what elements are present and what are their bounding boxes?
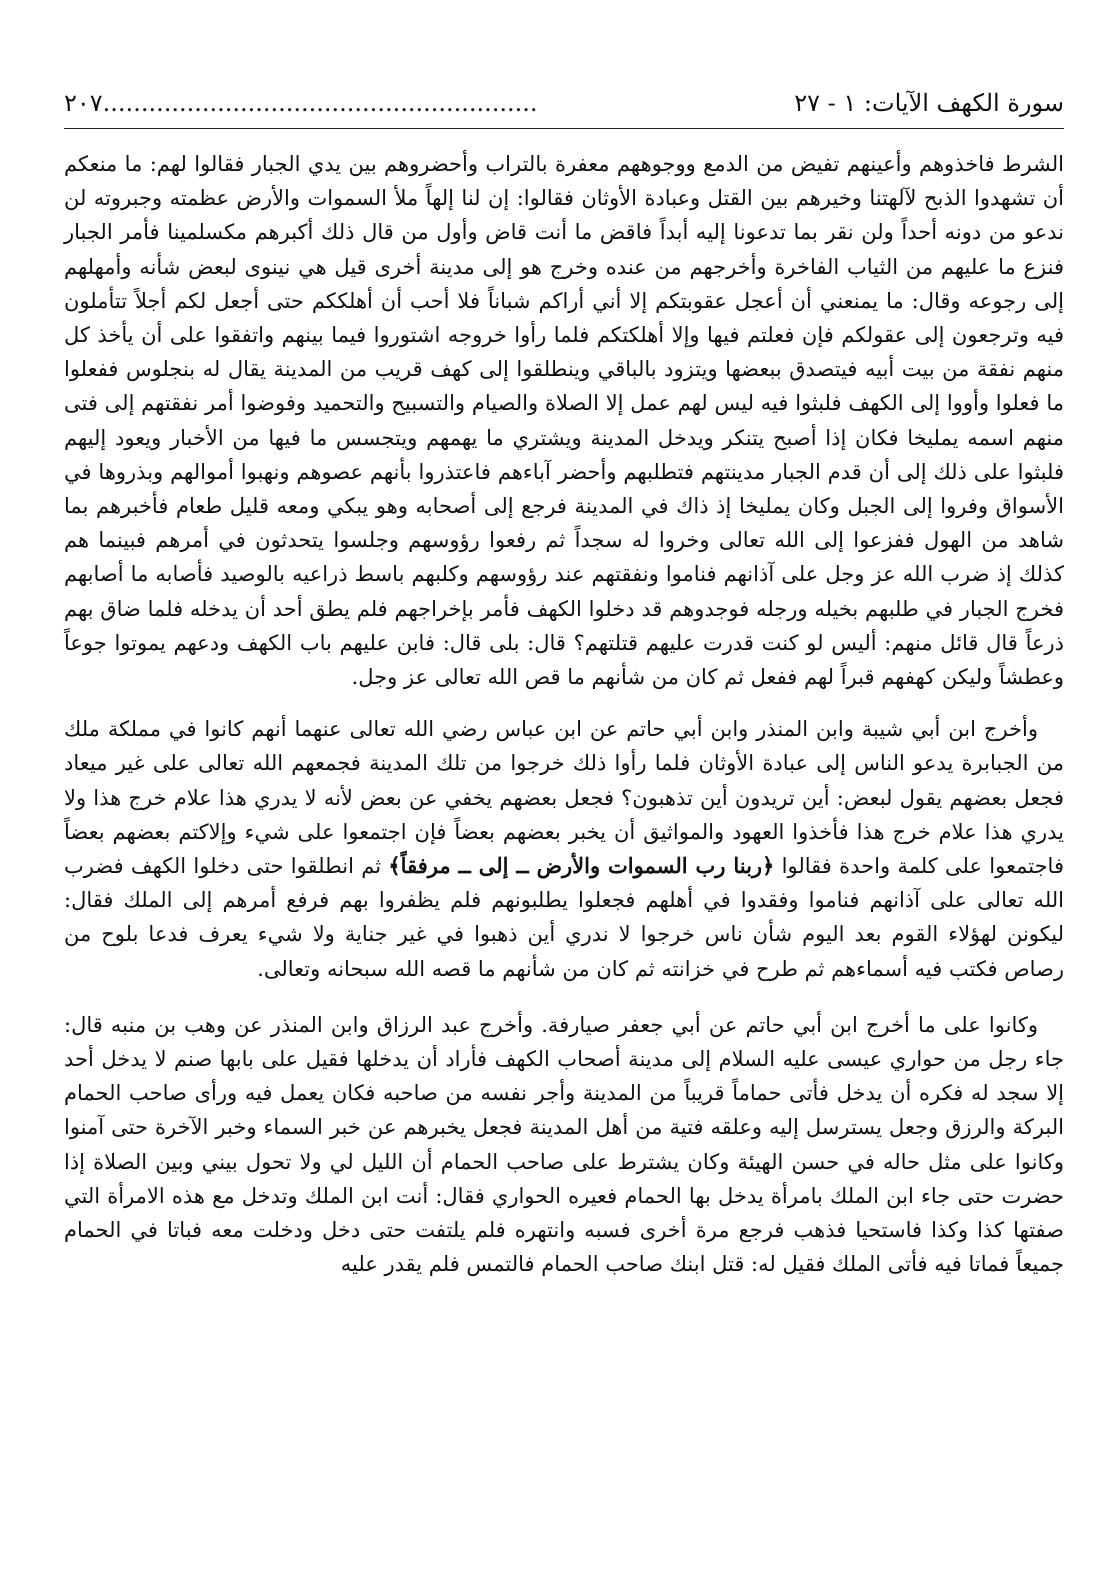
book-page [64, 86, 1064, 1282]
paragraph-3: وكانوا على ما أخرج ابن أبي حاتم عن أبي جعفر صيارفة. وأخرج عبد الرزاق وابن المنذر عن وهب بن منبه قال: جاء رجل من حواري عيسى عليه السلام إلى مدينة أصحاب الكهف فأراد أن يدخلها فقيل على بابها صنم لا يدخل أحد إلا سجد له فكره أن يدخل فأتى حماماً قريباً من المدينة وأجر نفسه من صاحبه فكان يعمل فيه ورأى صاحب الحمام البركة والرزق وجعل يسترسل إليه وعلقه فتية من أهل المدينة فجعل يخبرهم عن خبر السماء وخبر الآخرة حتى آمنوا وكانوا على مثل حاله في حسن الهيئة وكان يشترط على صاحب الحمام أن الليل لي ولا تحول بيني وبين الصلاة إذا حضرت حتى جاء ابن الملك بامرأة يدخل بها الحمام فعيره الحواري فقال: أنت ابن الملك وتدخل مع هذه الامرأة التي صفتها كذا وكذا فاستحيا فذهب فرجع مرة أخرى فسبه وانتهره فلم يلتفت حتى دخل ودخلت معه فباتا في الحمام جميعاً فماتا فيه فأتى الملك فقيل له: قتل ابنك صاحب الحمام فالتمس فلم يقدر عليه [64, 1012, 1064, 1277]
running-header [64, 86, 1064, 129]
paragraph-2-text-after: ثم انطلقوا حتى دخلوا الكهف فضرب الله تعالى على آذانهم فناموا وفقدوا في أهلهم فجعلوا يطلبونهم فلم يظفروا بهم فرفع أمرهم إلى الملك فقال: ليكونن لهؤلاء القوم بعد اليوم شأن ناس خرجوا لا ندري أين ذهبوا في غير جناية ولا شيء يعرف فدعا بلوح من رصاص فكتب فيه أسماءهم ثم طرح في خزانته ثم كان من شأنهم ما قصه الله سبحانه وتعالى. [64, 854, 1064, 981]
paragraph-2 [64, 712, 1064, 986]
quran-verse-citation: ﴿ربنا رب السموات والأرض ــ إلى ــ مرفقاً﴾ [388, 853, 775, 879]
chapter-title: سورة الكهف الآيات: ١ - ٢٧ [794, 89, 1064, 117]
paragraph-2-text-before: وأخرج ابن أبي شيبة وابن المنذر وابن أبي حاتم عن ابن عباس رضي الله تعالى عنهما أنهم كانوا في مملكة ملك من الجبابرة يدعو الناس إلى عبادة الأوثان فلما رأوا ذلك خرجوا من تلك المدينة فجمعهم الله تعالى على غير ميعاد فجعل بعضهم يقول لبعض: أين تريدون أين تذهبون؟ فجعل بعضهم يخفي عن بعض لأنه لا يدري هذا علام خرج هذا ولا يدري هذا علام خرج هذا فأخذوا العهود والمواثيق أن يخبر بعضهم بعضاً فإن اجتمعوا على شيء وإلاكتم بعضهم بعضاً فاجتمعوا على كلمة واحدة فقالوا [64, 717, 1065, 879]
paragraph-1: الشرط فاخذوهم وأعينهم تفيض من الدمع ووجوههم معفرة بالتراب وأحضروهم بين يدي الجبار فقالوا لهم: ما منعكم أن تشهدوا الذبح لآلهتنا وخيرهم بين القتل وعبادة الأوثان فقالوا: إن لنا إلهاً ملأ السموات والأرض عظمته وجبروته لن ندعو من دونه أحداً ولن نقر بما تدعونا إليه أبداً فاقض ما أنت قاض وأول من قال ذلك أكبرهم مكسلمينا فأمر الجبار فنزع ما عليهم من الثياب الفاخرة وأخرجهم من عنده وخرج هو إلى مدينة أخرى قيل هي نينوى لبعض شأنه وأمهلهم إلى رجوعه وقال: ما يمنعني أن أعجل عقوبتكم إلا أني أراكم شباناً فلا أحب أن أهلككم حتى أجعل لكم أجلاً تتأملون فيه وترجعون إلى عقولكم فإن فعلتم فيها وإلا أهلكتكم فلما رأوا خروجه اشتوروا فيما بينهم واتفقوا على أن يأخذ كل منهم نفقة من بيت أبيه فيتصدق ببعضها ويتزود بالباقي وينطلقوا إلى كهف قريب من المدينة يقال له بنجلوس ففعلوا ما فعلوا وأووا إلى الكهف فلبثوا فيه ليس لهم عمل إلا الصلاة والصيام والتسبيح والتحميد وفوضوا أمر نفقتهم إلى فتى منهم اسمه يمليخا فكان إذا أصبح يتنكر ويدخل المدينة ويشتري ما يهمهم ويتجسس ما فيها من الأخبار ويعود إليهم فلبثوا على ذلك إلى أن قدم الجبار مدينتهم فتطلبهم وأحضر آباءهم فاعتذروا بأنهم عصوهم ونهبوا أموالهم وبذروها في الأسواق وفروا إلى الجبل وكان يمليخا إذ ذاك في المدينة فرجع إلى أصحابه وهو يبكي ومعه قليل طعام فأخبرهم بما شاهد من الهول ففزعوا إلى الله تعالى وخروا له سجداً ثم رفعوا رؤوسهم وجلسوا يتحدثون في أمرهم فبينما هم كذلك إذ ضرب الله عز وجل على آذانهم فناموا ونفقتهم عند رؤوسهم وكلبهم باسط ذراعيه بالوصيد فأصابه ما أصابهم فخرج الجبار في طلبهم بخيله ورجله فوجدوهم قد دخلوا الكهف فأمر بإخراجهم فلم يطق أحد أن يدخله فلما ضاق بهم ذرعاً قال قائل منهم: أليس لو كنت قدرت عليهم قتلتهم؟ قال: بلى قال: فابن عليهم باب الكهف ودعهم يموتوا جوعاً وعطشاً وليكن كهفهم قبراً لهم ففعل ثم كان من شأنهم ما قص الله تعالى عز وجل. [64, 152, 1064, 690]
page-number: .........................................................٢٠٧ [64, 89, 538, 117]
